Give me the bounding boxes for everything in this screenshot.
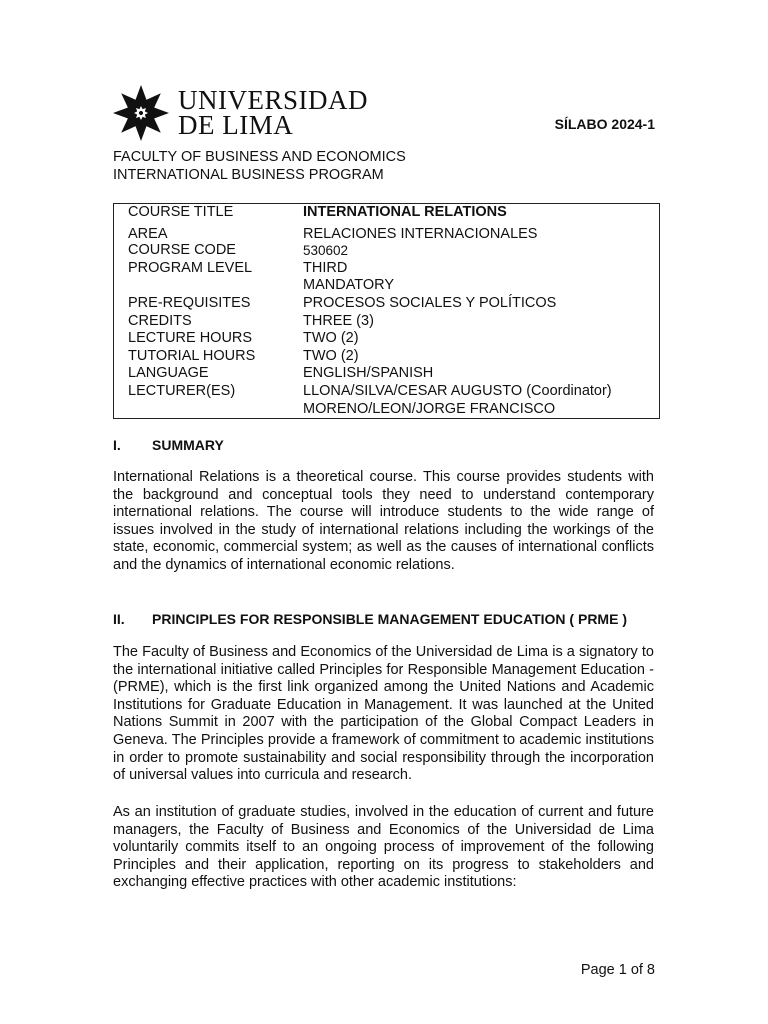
lecturers-label: LECTURER(ES) — [128, 383, 236, 399]
star-emblem-icon — [112, 84, 170, 142]
prme-paragraph-2: As an institution of graduate studies, involved in the education of current and future managers, the Faculty of Business and Economics of the Universidad de Lima voluntarily commits itself to an ongoing process of improvement of the following Principles and their application, reporting on its progress to stakeholders and exchanging effective practices with other academic institutions: — [113, 804, 654, 891]
area-label: AREA — [128, 226, 168, 242]
language-label: LANGUAGE — [128, 365, 209, 381]
syllabus-term: SÍLABO 2024-1 — [554, 116, 655, 132]
section-title: SUMMARY — [152, 437, 224, 453]
lecturer-coordinator: LLONA/SILVA/CESAR AUGUSTO (Coordinator) — [303, 383, 612, 399]
course-title-label: COURSE TITLE — [128, 204, 234, 220]
course-code-value: 530602 — [303, 243, 349, 258]
lecture-hours-value: TWO (2) — [303, 330, 359, 346]
logo-text-line2: DE LIMA — [178, 110, 294, 140]
program-level-value: THIRD — [303, 260, 348, 276]
page-number: Page 1 of 8 — [580, 962, 655, 978]
university-logo — [112, 84, 368, 142]
tutorial-hours-value: TWO (2) — [303, 348, 359, 364]
program-name: INTERNATIONAL BUSINESS PROGRAM — [113, 167, 384, 183]
summary-paragraph: International Relations is a theoretical course. This course provides students with the background and conceptual tools they need to understand contemporary international relations. The course will introduce students to the wide range of issues involved in the study of international relations including the workings of the state, economic, commercial system; as well as the causes of international conflicts and the dynamics of international economic relations. — [113, 469, 654, 573]
section-number: I. — [113, 437, 121, 453]
faculty-name: FACULTY OF BUSINESS AND ECONOMICS — [113, 149, 406, 165]
tutorial-hours-label: TUTORIAL HOURS — [128, 348, 256, 364]
lecture-hours-label: LECTURE HOURS — [128, 330, 253, 346]
course-info-table — [113, 203, 660, 419]
prerequisites-value: PROCESOS SOCIALES Y POLÍTICOS — [303, 295, 557, 311]
section-title: PRINCIPLES FOR RESPONSIBLE MANAGEMENT EDUCATION ( PRME ) — [152, 611, 627, 627]
credits-value: THREE (3) — [303, 313, 374, 329]
prerequisites-label: PRE-REQUISITES — [128, 295, 251, 311]
language-value: ENGLISH/SPANISH — [303, 365, 434, 381]
prme-paragraph-1: The Faculty of Business and Economics of the Universidad de Lima is a signatory to the international initiative called Principles for Responsible Management Education - (PRME), which is the first link organized among the United Nations and Academic Institutions for Graduate Education in Management. It was launched at the United Nations Summit in 2007 with the participation of the Global Compact Leaders in Geneva. The Principles provide a framework of commitment to academic institutions in order to promote sustainability and social responsibility through the incorporation of universal values into curricula and research. — [113, 644, 654, 784]
section-heading-summary — [113, 437, 224, 453]
logo-text-line1: UNIVERSIDAD — [178, 85, 368, 115]
credits-label: CREDITS — [128, 313, 192, 329]
course-code-label: COURSE CODE — [128, 242, 236, 258]
course-title-value: INTERNATIONAL RELATIONS — [303, 204, 507, 220]
program-level-mandatory: MANDATORY — [303, 277, 395, 293]
section-heading-prme — [113, 611, 627, 627]
program-level-label: PROGRAM LEVEL — [128, 260, 253, 276]
section-number: II. — [113, 611, 125, 627]
lecturer-second: MORENO/LEON/JORGE FRANCISCO — [303, 401, 556, 417]
area-value: RELACIONES INTERNACIONALES — [303, 226, 538, 242]
